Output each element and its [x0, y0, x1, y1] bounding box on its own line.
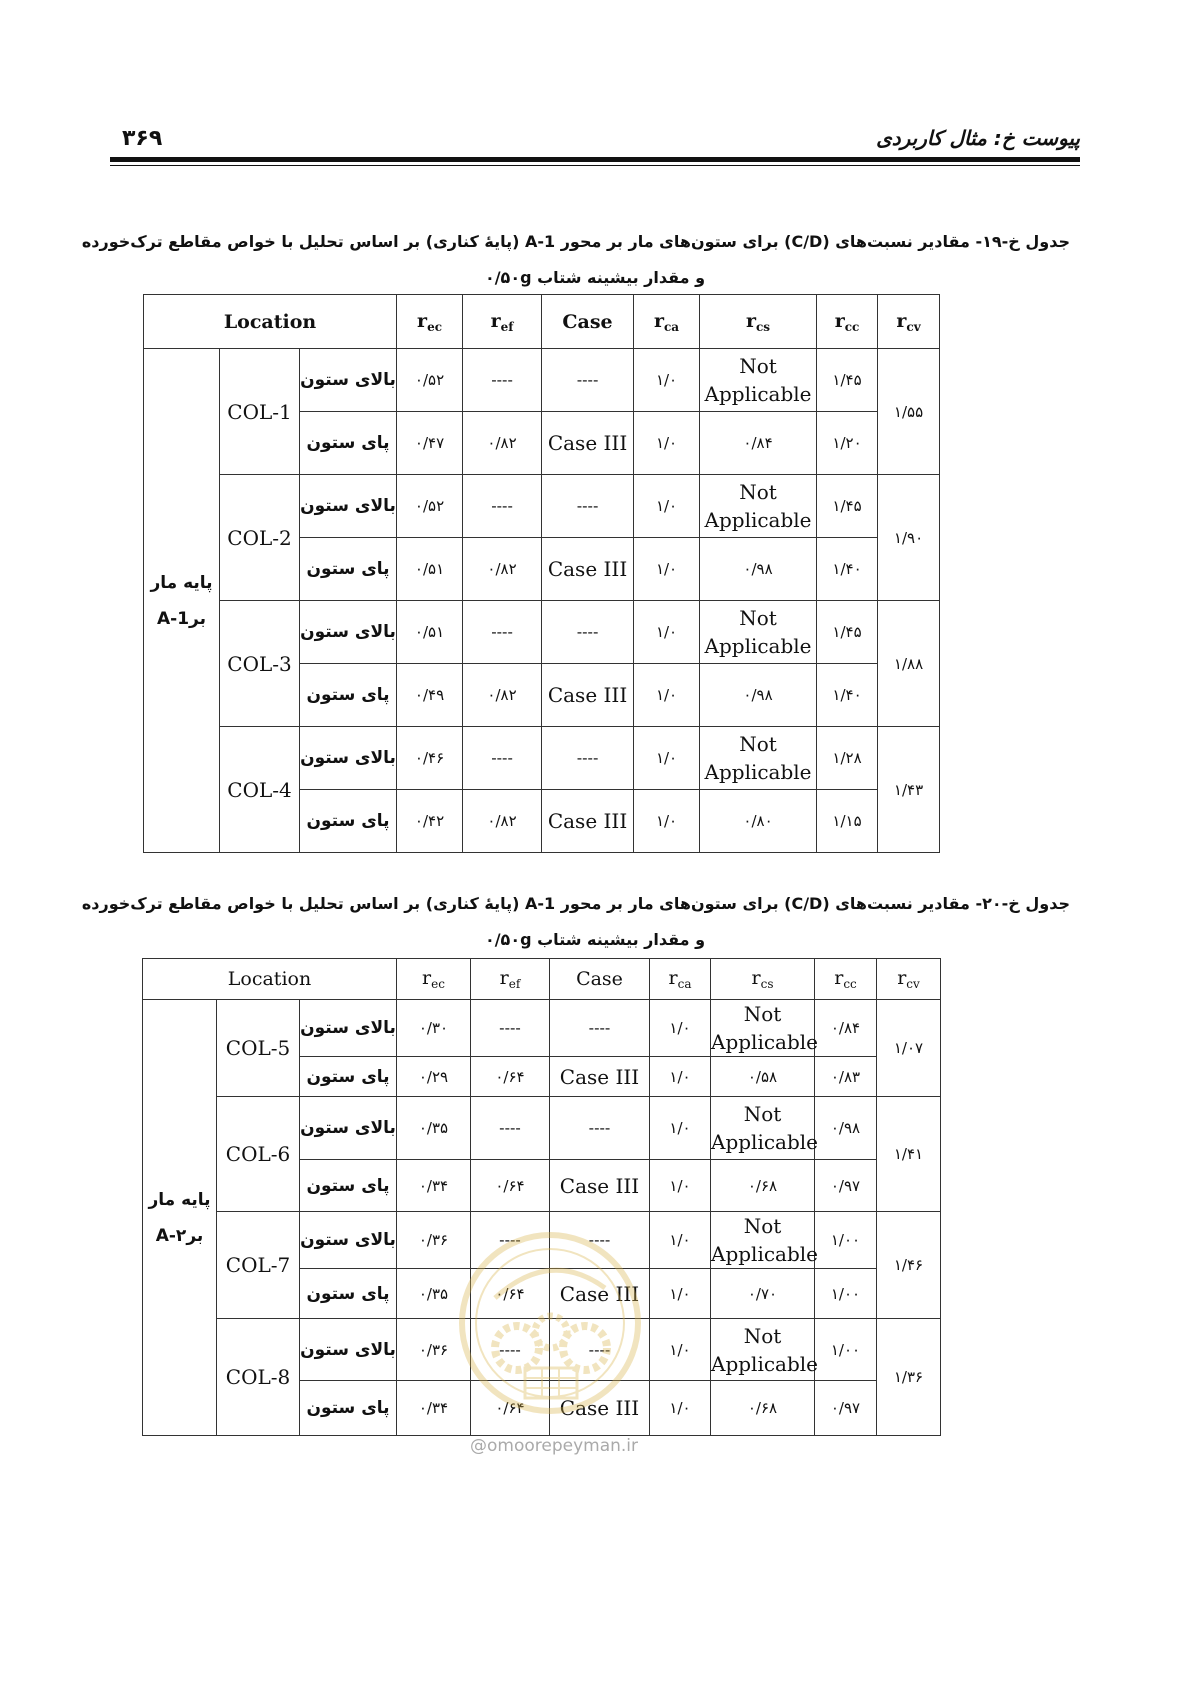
column-name: COL-1 — [220, 349, 300, 475]
cell-ref: ---- — [463, 727, 542, 790]
cell-rca: ۱/۰ — [650, 1269, 711, 1319]
cell-ref: ۰/۸۲ — [463, 790, 542, 853]
cell-rcs: ۰/۹۸ — [700, 664, 817, 727]
header-rcc: $r_{cc}$ — [817, 295, 878, 349]
position-label: بالای ستون — [300, 727, 397, 790]
cell-case: ---- — [542, 601, 634, 664]
cell-rca: ۱/۰ — [650, 1212, 711, 1269]
cell-ref: ۰/۶۴ — [471, 1381, 550, 1436]
rcs-line1: Not — [739, 354, 777, 378]
rcs-line2: Applicable — [711, 1030, 819, 1054]
column-name: COL-7 — [217, 1212, 300, 1319]
cell-rcc: ۱/۴۵ — [817, 601, 878, 664]
rcs-line2: Applicable — [704, 760, 812, 784]
table-row — [144, 349, 940, 412]
table-row — [143, 1000, 941, 1057]
cell-rec: ۰/۳۰ — [397, 1000, 471, 1057]
cell-rcc: ۰/۸۳ — [815, 1057, 877, 1097]
rcs-line1: Not — [743, 1323, 782, 1348]
table1-header-row — [144, 295, 940, 349]
cell-rec: ۰/۲۹ — [397, 1057, 471, 1097]
table1-caption-line2: و مقدار بیشینه شتاب ۰/۵۰g — [484, 268, 706, 287]
cell-case: Case III — [542, 790, 634, 853]
cell-rcs: ۰/۹۸ — [700, 538, 817, 601]
cell-rcc: ۱/۰۰ — [815, 1269, 877, 1319]
cell-ref: ---- — [471, 1097, 550, 1160]
rcs-line1: Not — [743, 1002, 782, 1026]
pier-label-line1: پایه مار — [148, 1189, 211, 1210]
cell-rcv: ۱/۴۱ — [877, 1097, 941, 1212]
column-name: COL-6 — [217, 1097, 300, 1212]
cell-ref: ۰/۶۴ — [471, 1269, 550, 1319]
cell-rcc: ۰/۹۷ — [815, 1160, 877, 1212]
cell-rca: ۱/۰ — [634, 664, 700, 727]
table-row — [144, 475, 940, 538]
cell-case: ---- — [550, 1097, 650, 1160]
cell-ref: ---- — [471, 1319, 550, 1381]
table2-header-row — [143, 959, 941, 1000]
cell-rca: ۱/۰ — [634, 475, 700, 538]
cell-case: ---- — [542, 349, 634, 412]
cell-rcs — [700, 601, 817, 664]
cell-case: Case III — [542, 412, 634, 475]
watermark-url: @omoorepeyman.ir — [470, 1436, 639, 1456]
cell-rcs — [700, 475, 817, 538]
position-label: بالای ستون — [300, 1097, 397, 1160]
running-title: پیوست خ: مثال کاربردی — [876, 126, 1080, 150]
cell-rec: ۰/۳۵ — [397, 1269, 471, 1319]
cell-ref: ۰/۶۴ — [471, 1160, 550, 1212]
cell-rcv: ۱/۰۷ — [877, 1000, 941, 1097]
cell-ref: ۰/۸۲ — [463, 664, 542, 727]
position-label: بالای ستون — [300, 1000, 397, 1057]
cell-ref: ---- — [463, 601, 542, 664]
cell-case: Case III — [542, 538, 634, 601]
table2-caption-line2: و مقدار بیشینه شتاب ۰/۵۰g — [484, 930, 706, 949]
rcs-line2: Applicable — [711, 1130, 819, 1154]
cell-rec: ۰/۵۲ — [397, 349, 463, 412]
rcs-line2: Applicable — [711, 1351, 819, 1376]
position-label: بالای ستون — [300, 601, 397, 664]
header-ref: $r_{ef}$ — [471, 959, 550, 1000]
cell-case: Case III — [542, 664, 634, 727]
cell-rcs: ۰/۶۸ — [711, 1381, 815, 1436]
position-label: پای ستون — [300, 1269, 397, 1319]
header-rule-thin — [110, 165, 1080, 166]
cell-rcc: ۱/۲۸ — [817, 727, 878, 790]
table-row — [144, 727, 940, 790]
position-label: پای ستون — [300, 664, 397, 727]
cell-rec: ۰/۵۱ — [397, 601, 463, 664]
cell-rcc: ۱/۰۰ — [815, 1212, 877, 1269]
cell-rca: ۱/۰ — [634, 538, 700, 601]
position-label: بالای ستون — [300, 1212, 397, 1269]
cell-ref: ---- — [471, 1212, 550, 1269]
table2-caption — [81, 886, 1070, 958]
position-label: پای ستون — [300, 538, 397, 601]
header-rcv: $r_{cv}$ — [878, 295, 940, 349]
column-name: COL-2 — [220, 475, 300, 601]
cell-ref: ۰/۸۲ — [463, 538, 542, 601]
position-label: پای ستون — [300, 1381, 397, 1436]
cell-rcv: ۱/۳۶ — [877, 1319, 941, 1436]
cell-rca: ۱/۰ — [634, 412, 700, 475]
cell-rca: ۱/۰ — [634, 349, 700, 412]
cell-rec: ۰/۳۶ — [397, 1319, 471, 1381]
cell-rec: ۰/۳۴ — [397, 1381, 471, 1436]
cell-ref: ---- — [471, 1000, 550, 1057]
cell-rcv: ۱/۴۶ — [877, 1212, 941, 1319]
cell-rec: ۰/۴۹ — [397, 664, 463, 727]
table1-caption-line1: جدول خ-۱۹- مقادیر نسبت‌های (C/D) برای ستون‌های مار بر محور A-1 (پایهٔ کناری) بر اساس تحلیل با خواص مقاطع ترک‌خورده — [81, 232, 1070, 251]
cell-case: ---- — [550, 1319, 650, 1381]
cell-case: ---- — [542, 727, 634, 790]
rcs-line1: Not — [739, 480, 777, 504]
cell-rcc: ۱/۱۵ — [817, 790, 878, 853]
position-label: پای ستون — [300, 412, 397, 475]
column-name: COL-8 — [217, 1319, 300, 1436]
rcs-line2: Applicable — [711, 1242, 819, 1266]
position-label: پای ستون — [300, 1160, 397, 1212]
cell-rcv: ۱/۵۵ — [878, 349, 940, 475]
pier-label-line2: بر‎A-1 — [156, 608, 206, 629]
rcs-line1: Not — [739, 732, 777, 756]
header-rec: $r_{ec}$ — [397, 959, 471, 1000]
cell-rec: ۰/۴۶ — [397, 727, 463, 790]
header-rcs: $r_{cs}$ — [711, 959, 815, 1000]
column-name: COL-5 — [217, 1000, 300, 1097]
cell-ref: ۰/۸۲ — [463, 412, 542, 475]
cell-rca: ۱/۰ — [650, 1381, 711, 1436]
table1 — [143, 294, 940, 853]
cell-rec: ۰/۴۷ — [397, 412, 463, 475]
cell-rcc: ۰/۸۴ — [815, 1000, 877, 1057]
position-label: بالای ستون — [300, 349, 397, 412]
cell-rcs — [711, 1097, 819, 1160]
header-rca: $r_{ca}$ — [634, 295, 700, 349]
cell-rca: ۱/۰ — [650, 1097, 711, 1160]
cell-case: Case III — [550, 1269, 650, 1319]
pier-label-line2: بر‎A-۲ — [155, 1225, 204, 1246]
cell-case: Case III — [550, 1057, 650, 1097]
cell-rcc: ۱/۰۰ — [815, 1319, 877, 1381]
cell-rcs — [700, 349, 817, 412]
rcs-line1: Not — [743, 1214, 782, 1238]
cell-ref: ۰/۶۴ — [471, 1057, 550, 1097]
cell-rcc: ۱/۴۰ — [817, 538, 878, 601]
header-rcc: $r_{cc}$ — [815, 959, 877, 1000]
cell-rec: ۰/۵۲ — [397, 475, 463, 538]
rcs-line2: Applicable — [704, 634, 812, 658]
cell-case: Case III — [550, 1160, 650, 1212]
pier-label-line1: پایه مار — [150, 572, 213, 593]
cell-rcc: ۱/۲۰ — [817, 412, 878, 475]
cell-rec: ۰/۴۲ — [397, 790, 463, 853]
cell-rcs: ۰/۷۰ — [711, 1269, 815, 1319]
header-location: Location — [144, 295, 397, 349]
rcs-line1: Not — [739, 606, 777, 630]
table-row — [143, 1097, 941, 1160]
publisher-logo-watermark — [455, 1228, 645, 1418]
rcs-line2: Applicable — [704, 508, 812, 532]
cell-rcs: ۰/۵۸ — [711, 1057, 815, 1097]
header-case: Case — [542, 295, 634, 349]
cell-rcs — [711, 1212, 819, 1269]
position-label: بالای ستون — [300, 475, 397, 538]
cell-rcv: ۱/۴۳ — [878, 727, 940, 853]
cell-rcc: ۱/۴۰ — [817, 664, 878, 727]
cell-rca: ۱/۰ — [650, 1319, 711, 1381]
cell-case: Case III — [550, 1381, 650, 1436]
cell-rcs: ۰/۶۸ — [711, 1160, 815, 1212]
cell-rcc: ۰/۹۸ — [815, 1097, 877, 1160]
cell-rcc: ۱/۴۵ — [817, 349, 878, 412]
table-row — [144, 601, 940, 664]
cell-rcv: ۱/۸۸ — [878, 601, 940, 727]
cell-rca: ۱/۰ — [634, 790, 700, 853]
position-label: پای ستون — [300, 790, 397, 853]
cell-rcs: ۰/۸۴ — [700, 412, 817, 475]
position-label: بالای ستون — [300, 1319, 397, 1381]
cell-ref: ---- — [463, 475, 542, 538]
pier-label — [144, 349, 220, 853]
rcs-line1: Not — [743, 1102, 782, 1126]
cell-rec: ۰/۳۴ — [397, 1160, 471, 1212]
cell-rcs — [711, 1000, 819, 1057]
header-rcv: $r_{cv}$ — [877, 959, 941, 1000]
cell-rca: ۱/۰ — [634, 727, 700, 790]
column-name: COL-3 — [220, 601, 300, 727]
cell-rcs — [700, 727, 817, 790]
cell-rca: ۱/۰ — [650, 1160, 711, 1212]
table1-caption — [81, 224, 1070, 296]
cell-rcc: ۱/۴۵ — [817, 475, 878, 538]
header-case: Case — [550, 959, 650, 1000]
cell-rec: ۰/۵۱ — [397, 538, 463, 601]
cell-case: ---- — [542, 475, 634, 538]
cell-ref: ---- — [463, 349, 542, 412]
cell-case: ---- — [550, 1212, 650, 1269]
page-number: ۳۶۹ — [122, 126, 163, 151]
header-rule-thick — [110, 157, 1080, 162]
cell-rca: ۱/۰ — [650, 1057, 711, 1097]
cell-rca: ۱/۰ — [650, 1000, 711, 1057]
header-ref: $r_{ef}$ — [463, 295, 542, 349]
rcs-line2: Applicable — [704, 382, 812, 406]
cell-rcc: ۰/۹۷ — [815, 1381, 877, 1436]
cell-rec: ۰/۳۵ — [397, 1097, 471, 1160]
column-name: COL-4 — [220, 727, 300, 853]
cell-rcv: ۱/۹۰ — [878, 475, 940, 601]
header-rcs: $r_{cs}$ — [700, 295, 817, 349]
cell-rcs — [711, 1319, 819, 1381]
cell-rec: ۰/۳۶ — [397, 1212, 471, 1269]
table2-caption-line1: جدول خ-۲۰- مقادیر نسبت‌های (C/D) برای ستون‌های مار بر محور A-1 (پایهٔ کناری) بر اساس تحلیل با خواص مقاطع ترک‌خورده — [81, 894, 1070, 913]
pier-label — [143, 1000, 217, 1436]
position-label: پای ستون — [300, 1057, 397, 1097]
header-location: Location — [143, 959, 397, 1000]
cell-rca: ۱/۰ — [634, 601, 700, 664]
cell-rcs: ۰/۸۰ — [700, 790, 817, 853]
header-rca: $r_{ca}$ — [650, 959, 711, 1000]
page-header — [110, 118, 1080, 154]
header-rec: $r_{ec}$ — [397, 295, 463, 349]
cell-case: ---- — [550, 1000, 650, 1057]
